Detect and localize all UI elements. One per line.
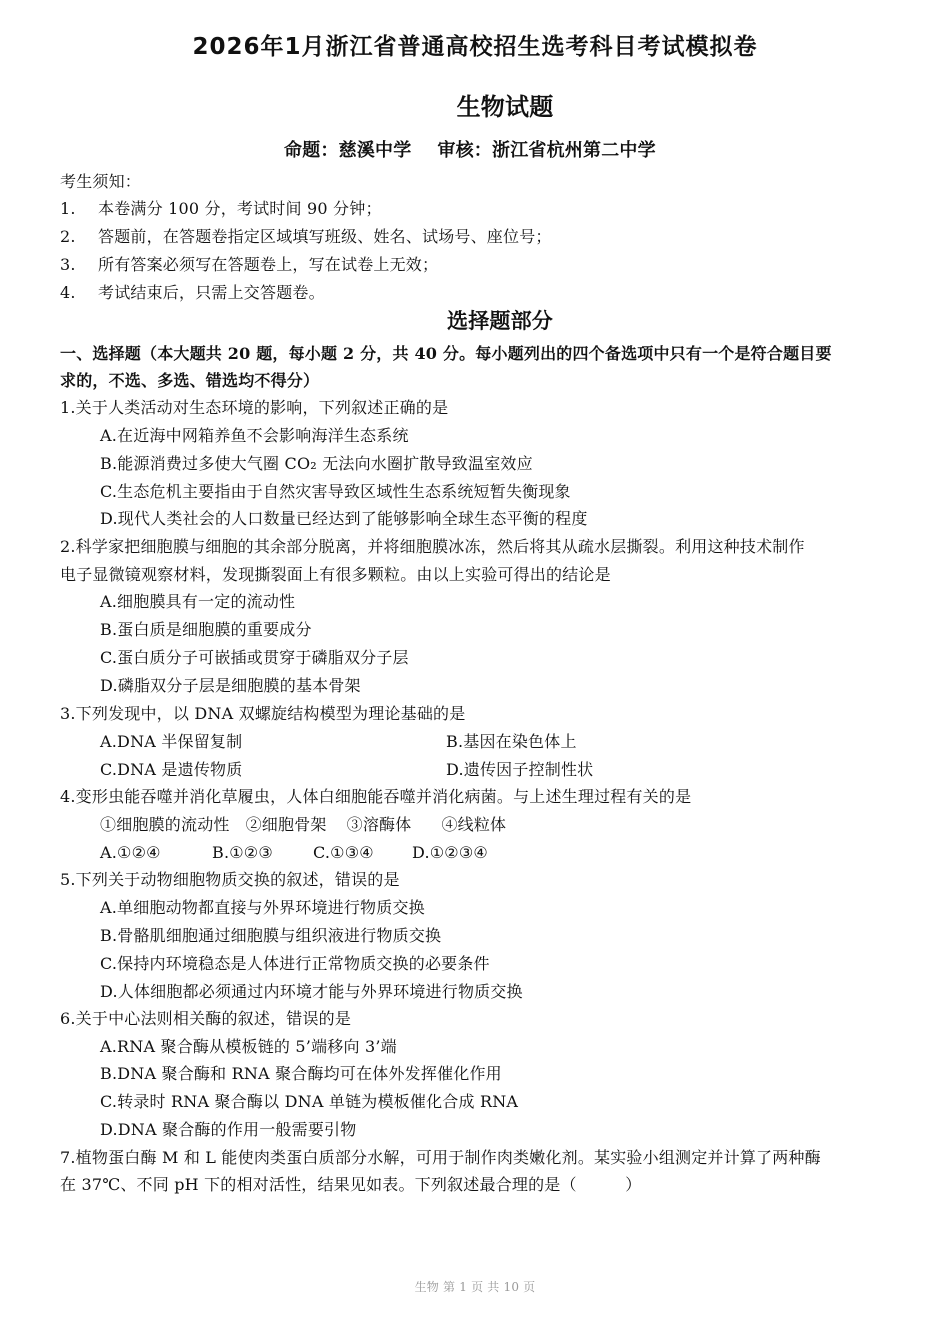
question-stem: 在 37℃、不同 pH 下的相对活性，结果见如表。下列叙述最合理的是（ ） (60, 1175, 642, 1194)
question-stem: 4.变形虫能吞噬并消化草履虫，人体白细胞能吞噬并消化病菌。与上述生理过程有关的是 (60, 787, 692, 806)
option: D.①②③④ (412, 843, 488, 862)
option: A.RNA 聚合酶从模板链的 5’端移向 3’端 (100, 1037, 397, 1056)
option: D.现代人类社会的人口数量已经达到了能够影响全球生态平衡的程度 (100, 509, 588, 528)
question-stem: 3.下列发现中，以 DNA 双螺旋结构模型为理论基础的是 (60, 704, 466, 723)
option: B.能源消费过多使大气圈 CO₂ 无法向水圈扩散导致温室效应 (100, 454, 533, 473)
option: C.保持内环境稳态是人体进行正常物质交换的必要条件 (100, 954, 490, 973)
question-item: ④线粒体 (441, 815, 507, 834)
option: B.基因在染色体上 (446, 732, 577, 751)
option: C.DNA 是遗传物质 (100, 760, 243, 779)
question-stem: 电子显微镜观察材料，发现撕裂面上有很多颗粒。由以上实验可得出的结论是 (60, 565, 611, 584)
option: D.人体细胞都必须通过内环境才能与外界环境进行物质交换 (100, 982, 523, 1001)
question-stem: 6.关于中心法则相关酶的叙述，错误的是 (60, 1009, 352, 1028)
question-item: ①细胞膜的流动性 (100, 815, 230, 834)
question-stem: 7.植物蛋白酶 M 和 L 能使肉类蛋白质部分水解，可用于制作肉类嫩化剂。某实验小组测定并计算了两种酶 (60, 1148, 821, 1167)
option: A.DNA 半保留复制 (100, 732, 243, 751)
option: B.DNA 聚合酶和 RNA 聚合酶均可在体外发挥催化作用 (100, 1064, 502, 1083)
notice-item-text: 所有答案必须写在答题卷上，写在试卷上无效； (98, 255, 439, 274)
exam-title: 2026年1月浙江省普通高校招生选考科目考试模拟卷 (192, 34, 758, 60)
section-instructions: 一、选择题（本大题共 20 题，每小题 2 分，共 40 分。每小题列出的四个备选项中只有一个是符合题目要 (60, 344, 832, 363)
option: C.①③④ (313, 843, 374, 862)
notice-item (60, 226, 552, 248)
option: B.蛋白质是细胞膜的重要成分 (100, 620, 312, 639)
option: A.细胞膜具有一定的流动性 (100, 592, 296, 611)
section-title: 选择题部分 (447, 309, 553, 333)
question-item-list (100, 814, 506, 836)
option: B.①②③ (212, 843, 273, 862)
authors-line (284, 140, 656, 162)
notice-item-number: 2. (60, 227, 76, 246)
question-stem: 2.科学家把细胞膜与细胞的其余部分脱离，并将细胞膜冰冻，然后将其从疏水层撕裂。利用这种技术制作 (60, 537, 805, 556)
option: A.①②④ (100, 843, 161, 862)
proposer-label: 命题：慈溪中学 (284, 140, 412, 161)
option: D.遗传因子控制性状 (446, 760, 594, 779)
subject-title: 生物试题 (456, 93, 554, 121)
question-item: ②细胞骨架 (245, 815, 327, 834)
notice-item-number: 1. (60, 199, 76, 218)
notice-item (60, 198, 382, 220)
notice-item-text: 本卷满分 100 分，考试时间 90 分钟； (98, 199, 382, 218)
option: B.骨骼肌细胞通过细胞膜与组织液进行物质交换 (100, 926, 442, 945)
option: D.DNA 聚合酶的作用一般需要引物 (100, 1120, 357, 1139)
notice-item-number: 3. (60, 255, 76, 274)
option: A.在近海中网箱养鱼不会影响海洋生态系统 (100, 426, 409, 445)
page-footer: 生物 第 1 页 共 10 页 (414, 1280, 536, 1294)
notice-heading: 考生须知： (60, 172, 142, 191)
option: A.单细胞动物都直接与外界环境进行物质交换 (100, 898, 425, 917)
option: C.生态危机主要指由于自然灾害导致区域性生态系统短暂失衡现象 (100, 482, 571, 501)
notice-item-number: 4. (60, 283, 76, 302)
option: C.转录时 RNA 聚合酶以 DNA 单链为模板催化合成 RNA (100, 1092, 519, 1111)
section-instructions: 求的，不选、多选、错选均不得分） (60, 371, 320, 390)
notice-item-text: 答题前，在答题卷指定区域填写班级、姓名、试场号、座位号； (98, 227, 552, 246)
option: C.蛋白质分子可嵌插或贯穿于磷脂双分子层 (100, 648, 409, 667)
question-item: ③溶酶体 (346, 815, 412, 834)
notice-item-text: 考试结束后，只需上交答题卷。 (98, 283, 325, 302)
option: D.磷脂双分子层是细胞膜的基本骨架 (100, 676, 361, 695)
question-stem: 1.关于人类活动对生态环境的影响，下列叙述正确的是 (60, 398, 449, 417)
reviewer-label: 审核：浙江省杭州第二中学 (437, 140, 656, 161)
question-stem: 5.下列关于动物细胞物质交换的叙述，错误的是 (60, 870, 400, 889)
notice-item (60, 254, 438, 276)
notice-item (60, 282, 325, 304)
